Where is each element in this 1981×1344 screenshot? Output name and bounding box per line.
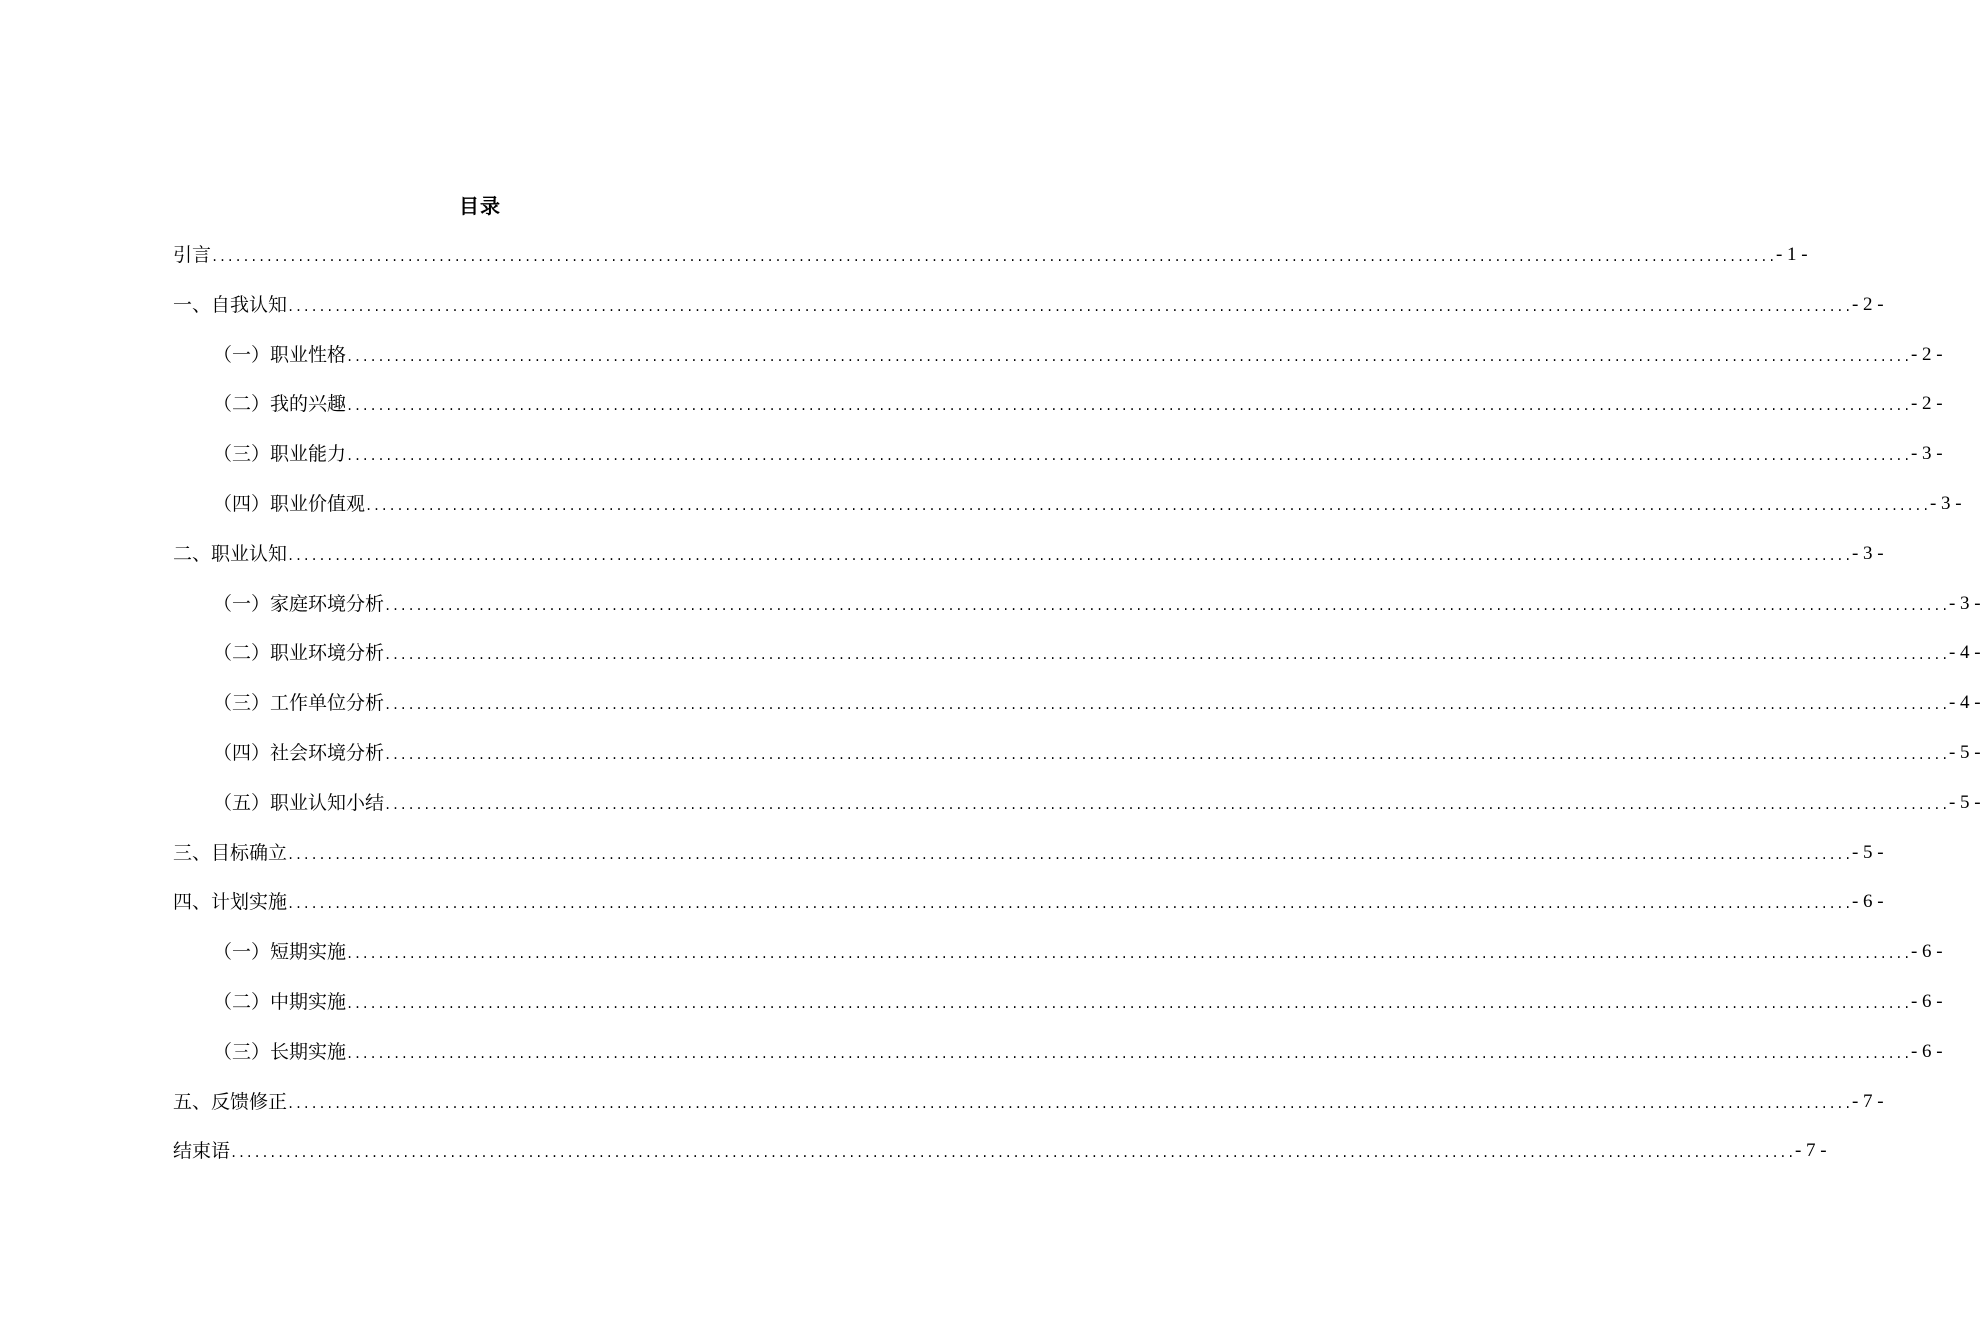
dot-leader: ........................................................................................................................................................................................................ <box>346 399 1911 414</box>
toc-entry-page-number: - 2 - <box>1910 393 1943 415</box>
dot-leader: ........................................................................................................................................................................................................ <box>384 797 1949 812</box>
toc-entry-page-number: - 5 - <box>1948 741 1981 763</box>
toc-entry-page-number: - 5 - <box>1851 841 1884 863</box>
toc-entry[interactable] <box>173 1089 1884 1139</box>
toc-entry[interactable] <box>173 690 1981 740</box>
toc-entry-page-number: - 3 - <box>1948 592 1981 614</box>
dot-leader: ........................................................................................................................................................................................................ <box>287 847 1852 862</box>
dot-leader: ........................................................................................................................................................................................................ <box>346 1046 1911 1061</box>
toc-entry-page-number: - 2 - <box>1851 293 1884 315</box>
toc-entry-page-number: - 3 - <box>1910 443 1943 465</box>
toc-entry-page-number: - 6 - <box>1910 1040 1943 1062</box>
toc-entry-page-number: - 7 - <box>1851 1090 1884 1112</box>
toc-entry[interactable] <box>173 640 1981 690</box>
toc-entry-label: （二）职业环境分析 <box>213 642 385 665</box>
toc-entry[interactable] <box>173 391 1943 441</box>
toc-entry[interactable] <box>173 591 1981 641</box>
toc-entry-page-number: - 3 - <box>1851 542 1884 564</box>
toc-entry-page-number: - 6 - <box>1910 990 1943 1012</box>
toc-entry-label: （三）长期实施 <box>213 1040 347 1063</box>
toc-entry[interactable] <box>173 441 1943 491</box>
toc-entry[interactable] <box>173 342 1943 392</box>
toc-entry[interactable] <box>173 491 1962 541</box>
toc-entry-label: （五）职业认知小结 <box>213 791 385 814</box>
toc-entry[interactable] <box>173 1039 1943 1089</box>
toc-entry[interactable] <box>173 740 1981 790</box>
toc-entry-label: （四）职业价值观 <box>213 492 366 515</box>
dot-leader: ........................................................................................................................................................................................................ <box>230 1146 1795 1161</box>
toc-entry[interactable] <box>173 242 1808 292</box>
toc-entry[interactable] <box>173 840 1884 890</box>
dot-leader: ........................................................................................................................................................................................................ <box>384 648 1949 663</box>
toc-entry-page-number: - 3 - <box>1929 492 1962 514</box>
toc-entry-label: （三）工作单位分析 <box>213 692 385 715</box>
dot-leader: ........................................................................................................................................................................................................ <box>287 1096 1852 1111</box>
dot-leader: ........................................................................................................................................................................................................ <box>287 548 1852 563</box>
page-title: 目录 <box>459 194 501 218</box>
toc-entry-label: 三、目标确立 <box>173 841 288 864</box>
toc-entry[interactable] <box>173 939 1943 989</box>
toc-entry-label: 四、计划实施 <box>173 891 288 914</box>
toc-entry-page-number: - 5 - <box>1948 791 1981 813</box>
dot-leader: ........................................................................................................................................................................................................ <box>384 598 1949 613</box>
dot-leader: ........................................................................................................................................................................................................ <box>287 299 1852 314</box>
toc-entry[interactable] <box>173 1138 1827 1188</box>
toc-entry-label: （二）中期实施 <box>213 990 347 1013</box>
dot-leader: ........................................................................................................................................................................................................ <box>346 996 1911 1011</box>
dot-leader: ........................................................................................................................................................................................................ <box>346 947 1911 962</box>
toc-entry-label: 一、自我认知 <box>173 293 288 316</box>
dot-leader: ........................................................................................................................................................................................................ <box>287 897 1852 912</box>
toc-entry-page-number: - 2 - <box>1910 343 1943 365</box>
dot-leader: ........................................................................................................................................................................................................ <box>384 747 1949 762</box>
toc-entry-label: 结束语 <box>173 1140 231 1163</box>
toc-entry-label: （一）短期实施 <box>213 941 347 964</box>
toc-entry-page-number: - 7 - <box>1794 1140 1827 1162</box>
toc-entry-page-number: - 4 - <box>1948 642 1981 664</box>
toc-entry-label: （一）职业性格 <box>213 343 347 366</box>
toc-entry[interactable] <box>173 541 1884 591</box>
toc-entry-page-number: - 4 - <box>1948 692 1981 714</box>
dot-leader: ........................................................................................................................................................................................................ <box>365 498 1930 513</box>
toc-entry-label: （二）我的兴趣 <box>213 393 347 416</box>
toc-entry-label: 引言 <box>173 244 212 266</box>
toc-entry-label: （一）家庭环境分析 <box>213 592 385 615</box>
toc-entry-page-number: - 1 - <box>1775 244 1808 265</box>
dot-leader: ........................................................................................................................................................................................................ <box>346 449 1911 464</box>
dot-leader: ........................................................................................................................................................................................................ <box>384 698 1949 713</box>
toc-entry[interactable] <box>173 989 1943 1039</box>
toc-entry-label: 五、反馈修正 <box>173 1090 288 1113</box>
table-of-contents <box>173 242 1981 1188</box>
toc-entry[interactable] <box>173 292 1884 342</box>
toc-entry-label: （四）社会环境分析 <box>213 741 385 764</box>
toc-entry-label: （三）职业能力 <box>213 443 347 466</box>
dot-leader: ........................................................................................................................................................................................................ <box>346 349 1911 364</box>
dot-leader: ........................................................................................................................................................................................................ <box>211 250 1776 264</box>
toc-entry-page-number: - 6 - <box>1910 941 1943 963</box>
toc-entry-label: 二、职业认知 <box>173 542 288 565</box>
toc-entry[interactable] <box>173 790 1981 840</box>
toc-entry-page-number: - 6 - <box>1851 891 1884 913</box>
toc-entry[interactable] <box>173 889 1884 939</box>
